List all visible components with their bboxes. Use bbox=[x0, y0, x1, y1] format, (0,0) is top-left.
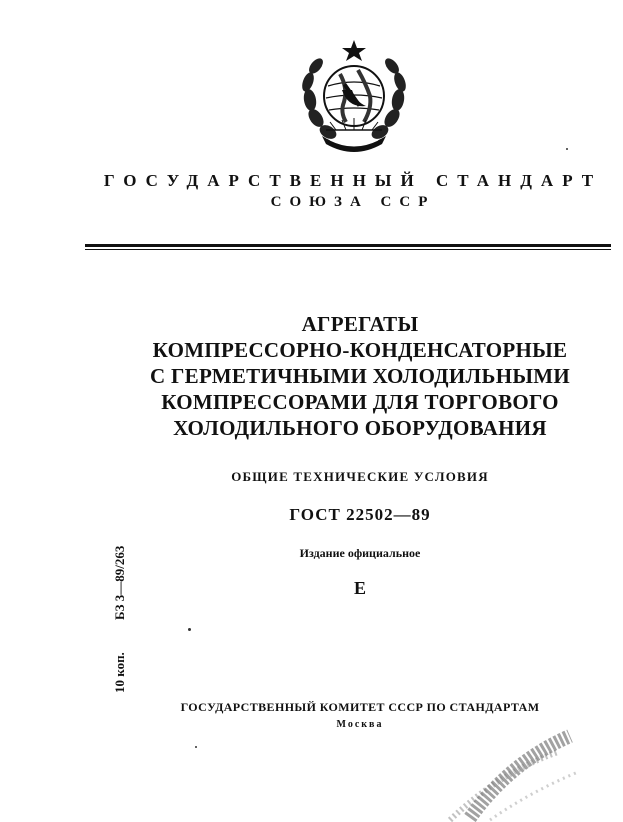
side-bz-code: БЗ 3—89/263 bbox=[112, 545, 127, 620]
header-rule-thick bbox=[85, 244, 611, 247]
header-rule-thin bbox=[85, 249, 611, 250]
document-subtitle: ОБЩИЕ ТЕХНИЧЕСКИЕ УСЛОВИЯ bbox=[231, 469, 489, 484]
edition-note: Издание официальное bbox=[299, 546, 421, 560]
union-heading: СОЮЗА ССР bbox=[270, 194, 436, 210]
title-line: АГРЕГАТЫ bbox=[301, 312, 419, 336]
paper-speck bbox=[566, 148, 568, 150]
paper-speck bbox=[188, 628, 191, 631]
side-price: 10 коп. bbox=[112, 652, 127, 693]
document-title bbox=[100, 311, 620, 441]
title-line: КОМПРЕССОРАМИ ДЛЯ ТОРГОВОГО bbox=[161, 390, 559, 414]
title-line: КОМПРЕССОРНО-КОНДЕНСАТОРНЫЕ bbox=[152, 338, 568, 362]
publisher-committee: ГОСУДАРСТВЕННЫЙ КОМИТЕТ СССР ПО СТАНДАРТАМ bbox=[180, 700, 540, 714]
ussr-state-emblem-icon bbox=[296, 38, 412, 156]
library-stamp-icon bbox=[440, 722, 580, 822]
paper-speck bbox=[195, 746, 197, 748]
edition-letter: Е bbox=[353, 578, 366, 598]
state-standard-heading: ГОСУДАРСТВЕННЫЙ СТАНДАРТ bbox=[103, 171, 603, 190]
title-line: ХОЛОДИЛЬНОГО ОБОРУДОВАНИЯ bbox=[173, 416, 547, 440]
title-line: С ГЕРМЕТИЧНЫМИ ХОЛОДИЛЬНЫМИ bbox=[150, 364, 570, 388]
gost-number: ГОСТ 22502—89 bbox=[289, 505, 431, 524]
publisher-city: Москва bbox=[336, 719, 384, 730]
